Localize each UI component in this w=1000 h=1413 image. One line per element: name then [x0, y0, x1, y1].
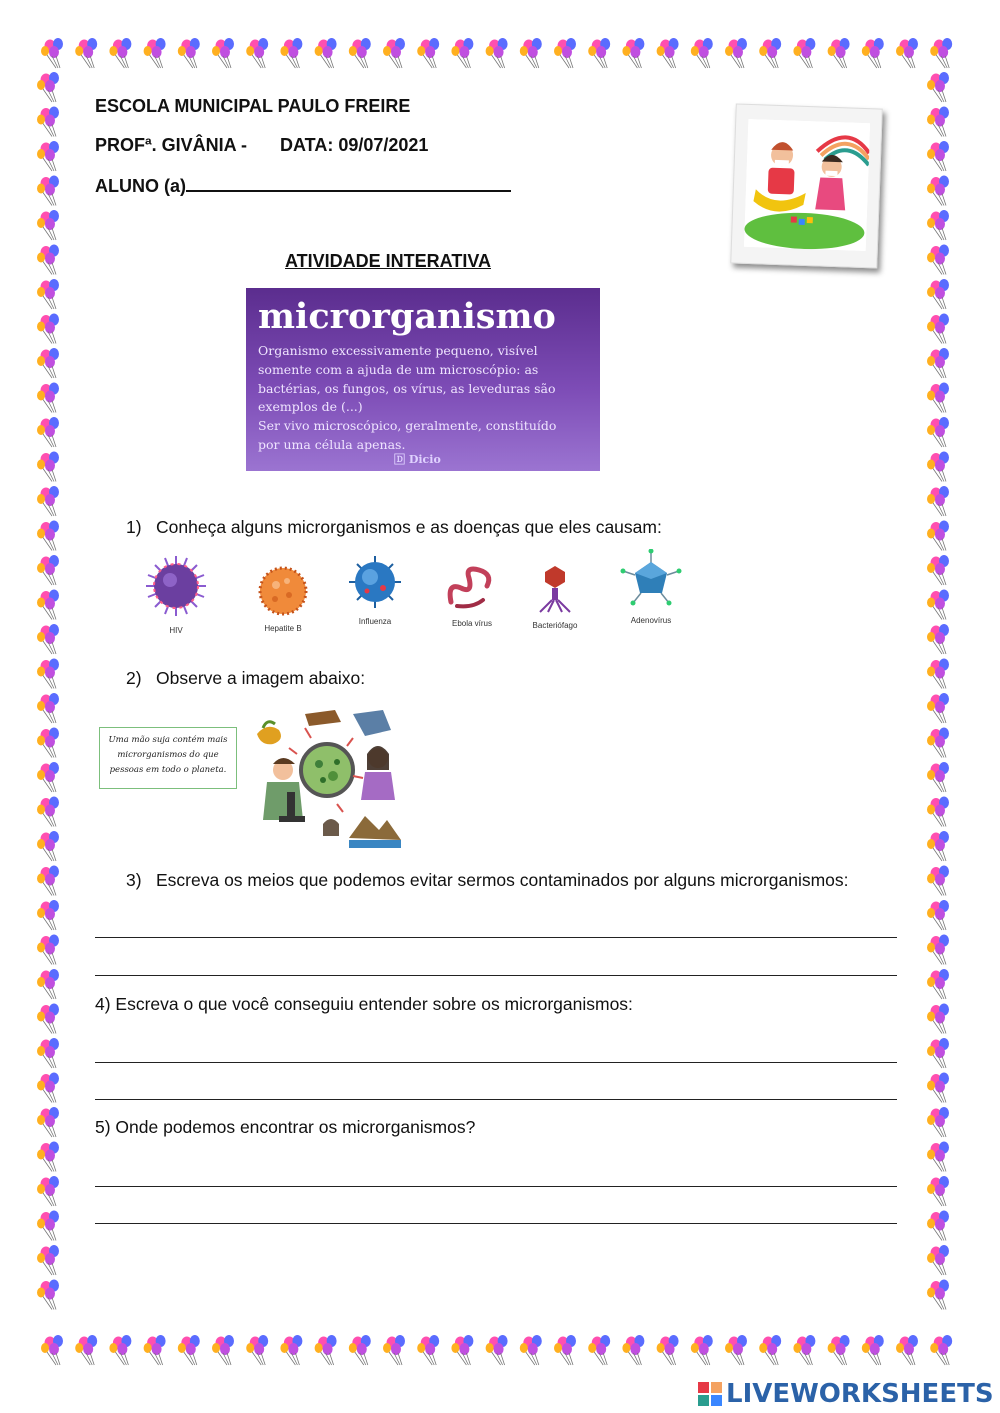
question-5: 5) Onde podemos encontrar os microrganismos? [95, 1117, 476, 1137]
balloon-icon [486, 38, 508, 68]
balloon-icon [862, 1335, 884, 1365]
balloon-icon [927, 1245, 949, 1275]
question-3 [126, 870, 849, 891]
microbe-hepatitis-b [252, 565, 314, 633]
balloon-icon [793, 38, 815, 68]
question-2 [126, 668, 365, 689]
microbe-label: Bacteriófago [532, 621, 578, 630]
balloon-icon [759, 1335, 781, 1365]
balloon-icon [383, 38, 405, 68]
balloon-icon [75, 38, 97, 68]
balloon-icon [927, 314, 949, 344]
definition-text: Organismo excessivamente pequeno, visível somente com a ajuda de um microscópio: as bactérias, os fungos, os vírus, as leveduras são exemplos de (...) Ser vivo microscópico, geralmente, constituído por uma célula apenas. [258, 343, 557, 452]
balloon-icon [725, 38, 747, 68]
balloon-icon [75, 1335, 97, 1365]
hepatitis-b-virus-icon [257, 565, 309, 617]
balloon-icon [37, 452, 59, 482]
balloon-icon [927, 72, 949, 102]
date: DATA: 09/07/2021 [280, 135, 429, 155]
balloon-icon [383, 1335, 405, 1365]
balloon-icon [927, 693, 949, 723]
balloon-icon [927, 348, 949, 378]
hiv-virus-icon [143, 553, 209, 619]
balloon-icon [520, 38, 542, 68]
balloon-icon [927, 486, 949, 516]
question-4: 4) Escreva o que você conseguiu entender sobre os microrganismos: [95, 994, 633, 1014]
balloon-icon [37, 900, 59, 930]
balloon-icon [37, 383, 59, 413]
balloon-icon [927, 107, 949, 137]
balloon-icon [927, 831, 949, 861]
balloon-icon [927, 935, 949, 965]
balloon-icon [37, 486, 59, 516]
balloon-icon [280, 38, 302, 68]
balloon-icon [927, 210, 949, 240]
student-label: ALUNO (a) [95, 176, 186, 196]
balloon-icon [246, 38, 268, 68]
microbe-hiv [138, 553, 214, 635]
balloon-icon [37, 1004, 59, 1034]
question-2-number: 2) [126, 668, 142, 688]
balloon-icon [896, 1335, 918, 1365]
balloon-icon [927, 555, 949, 585]
balloon-icon [109, 1335, 131, 1365]
adenovirus-icon [618, 549, 684, 609]
balloon-icon [37, 141, 59, 171]
question-1-text: Conheça alguns microrganismos e as doenças que eles causam: [156, 517, 662, 537]
liveworksheets-logo [698, 1377, 994, 1411]
balloon-icon [37, 797, 59, 827]
balloon-icon [37, 245, 59, 275]
balloon-icon [793, 1335, 815, 1365]
ebola-virus-icon [443, 562, 501, 612]
answer-line-q4-2[interactable] [95, 1099, 897, 1100]
balloon-icon [315, 38, 337, 68]
balloon-icon [37, 969, 59, 999]
balloon-icon [37, 348, 59, 378]
microbe-influenza [344, 554, 406, 626]
balloon-icon [41, 38, 63, 68]
balloon-icon [37, 1280, 59, 1310]
balloon-icon [144, 1335, 166, 1365]
balloon-icon [927, 1142, 949, 1172]
liveworksheets-badge-icon [698, 1382, 722, 1406]
balloon-icon [725, 1335, 747, 1365]
question-1 [126, 517, 662, 538]
balloon-icon [622, 38, 644, 68]
balloon-icon [520, 1335, 542, 1365]
balloon-icon [691, 1335, 713, 1365]
microbe-label: Influenza [358, 617, 392, 626]
question-1-number: 1) [126, 517, 142, 537]
balloon-icon [37, 521, 59, 551]
microbe-label: Hepatite B [264, 624, 302, 633]
microbe-adenovirus [615, 549, 687, 625]
balloon-icon [927, 1038, 949, 1068]
balloon-icon [927, 383, 949, 413]
balloon-icon [41, 1335, 63, 1365]
balloon-icon [927, 417, 949, 447]
balloon-icon [927, 900, 949, 930]
school-name: ESCOLA MUNICIPAL PAULO FREIRE [95, 96, 411, 116]
balloon-icon [37, 624, 59, 654]
balloon-icon [622, 1335, 644, 1365]
balloon-icon [759, 38, 781, 68]
balloon-icon [554, 1335, 576, 1365]
microbe-label: Adenovírus [630, 616, 672, 625]
student-name-blank[interactable] [186, 174, 511, 192]
balloon-icon [691, 38, 713, 68]
balloon-icon [37, 279, 59, 309]
balloon-icon [37, 1211, 59, 1241]
balloon-icon [37, 555, 59, 585]
balloon-icon [37, 659, 59, 689]
balloon-icon [37, 693, 59, 723]
answer-line-q3-1[interactable] [95, 937, 897, 938]
balloon-icon [828, 1335, 850, 1365]
dirty-hand-note: Uma mão suja contém mais microrganismos do que pessoas em todo o planeta. [99, 727, 237, 789]
balloon-icon [246, 1335, 268, 1365]
balloon-icon [588, 1335, 610, 1365]
question-3-text: Escreva os meios que podemos evitar sermos contaminados por alguns microrganismos: [156, 870, 849, 890]
balloon-icon [417, 38, 439, 68]
balloon-icon [657, 1335, 679, 1365]
balloon-icon [927, 176, 949, 206]
balloon-icon [927, 866, 949, 896]
balloon-icon [554, 38, 576, 68]
answer-line-q5-1[interactable] [95, 1186, 897, 1187]
balloon-icon [37, 1107, 59, 1137]
balloon-icon [927, 1280, 949, 1310]
microscope-scene-icon [253, 708, 403, 853]
balloon-icon [37, 590, 59, 620]
balloon-icon [37, 314, 59, 344]
question-3-number: 3) [126, 870, 142, 890]
balloon-icon [927, 969, 949, 999]
balloon-icon [280, 1335, 302, 1365]
teacher-name: PROFª. GIVÂNIA - [95, 135, 247, 155]
microbe-bacteriophage [524, 564, 586, 630]
balloon-icon [927, 659, 949, 689]
balloon-icon [109, 38, 131, 68]
student-line [95, 174, 511, 197]
answer-line-q5-2[interactable] [95, 1223, 897, 1224]
teacher-date-line [95, 135, 428, 156]
balloon-icon [417, 1335, 439, 1365]
balloon-icon [927, 521, 949, 551]
question-2-text: Observe a imagem abaixo: [156, 668, 366, 688]
balloon-icon [930, 1335, 952, 1365]
microbe-label: HIV [169, 626, 183, 635]
answer-line-q3-2[interactable] [95, 975, 897, 976]
balloon-icon [212, 38, 234, 68]
balloon-icon [37, 1176, 59, 1206]
balloon-icon [315, 1335, 337, 1365]
balloon-icon [588, 38, 610, 68]
balloon-icon [37, 1073, 59, 1103]
balloon-icon [212, 1335, 234, 1365]
balloon-icon [927, 1176, 949, 1206]
balloon-icon [37, 935, 59, 965]
balloon-icon [37, 417, 59, 447]
balloon-icon [37, 176, 59, 206]
balloon-icon [144, 38, 166, 68]
microbe-ebola [440, 562, 504, 628]
balloon-icon [927, 1004, 949, 1034]
balloon-icon [896, 38, 918, 68]
balloon-icon [37, 762, 59, 792]
balloon-icon [828, 38, 850, 68]
balloon-icon [37, 866, 59, 896]
children-photo [730, 103, 882, 268]
balloon-icon [927, 590, 949, 620]
balloon-icon [349, 38, 371, 68]
balloon-icon [349, 1335, 371, 1365]
definition-word: microrganismo [258, 296, 556, 337]
balloon-icon [451, 38, 473, 68]
balloon-icon [178, 1335, 200, 1365]
activity-title: ATIVIDADE INTERATIVA [285, 251, 491, 271]
balloon-icon [927, 1211, 949, 1241]
balloon-icon [178, 38, 200, 68]
balloon-icon [930, 38, 952, 68]
balloon-icon [927, 452, 949, 482]
balloon-icon [37, 107, 59, 137]
balloon-icon [927, 624, 949, 654]
balloon-icon [37, 1142, 59, 1172]
balloon-icon [927, 728, 949, 758]
balloon-icon [927, 1073, 949, 1103]
balloon-icon [927, 245, 949, 275]
balloon-icon [927, 797, 949, 827]
bacteriophage-icon [532, 564, 578, 614]
microbe-label: Ebola vírus [451, 619, 493, 628]
children-playing-illustration [744, 119, 870, 251]
influenza-virus-icon [347, 554, 403, 610]
answer-line-q4-1[interactable] [95, 1062, 897, 1063]
balloon-icon [927, 141, 949, 171]
balloon-icon [927, 762, 949, 792]
balloon-icon [37, 1245, 59, 1275]
balloon-icon [37, 72, 59, 102]
balloon-icon [862, 38, 884, 68]
balloon-icon [37, 831, 59, 861]
balloon-icon [927, 279, 949, 309]
microbes-environment-illustration [253, 708, 403, 858]
balloon-icon [37, 728, 59, 758]
dicio-brand: 🄳 Dicio [394, 453, 441, 466]
balloon-icon [37, 1038, 59, 1068]
dicio-logo-icon: 🄳 [394, 453, 409, 466]
balloon-icon [927, 1107, 949, 1137]
liveworksheets-wordmark: LIVEWORKSHEETS [726, 1379, 994, 1409]
definition-card [246, 288, 600, 471]
balloon-icon [451, 1335, 473, 1365]
balloon-icon [486, 1335, 508, 1365]
balloon-icon [37, 210, 59, 240]
balloon-icon [657, 38, 679, 68]
